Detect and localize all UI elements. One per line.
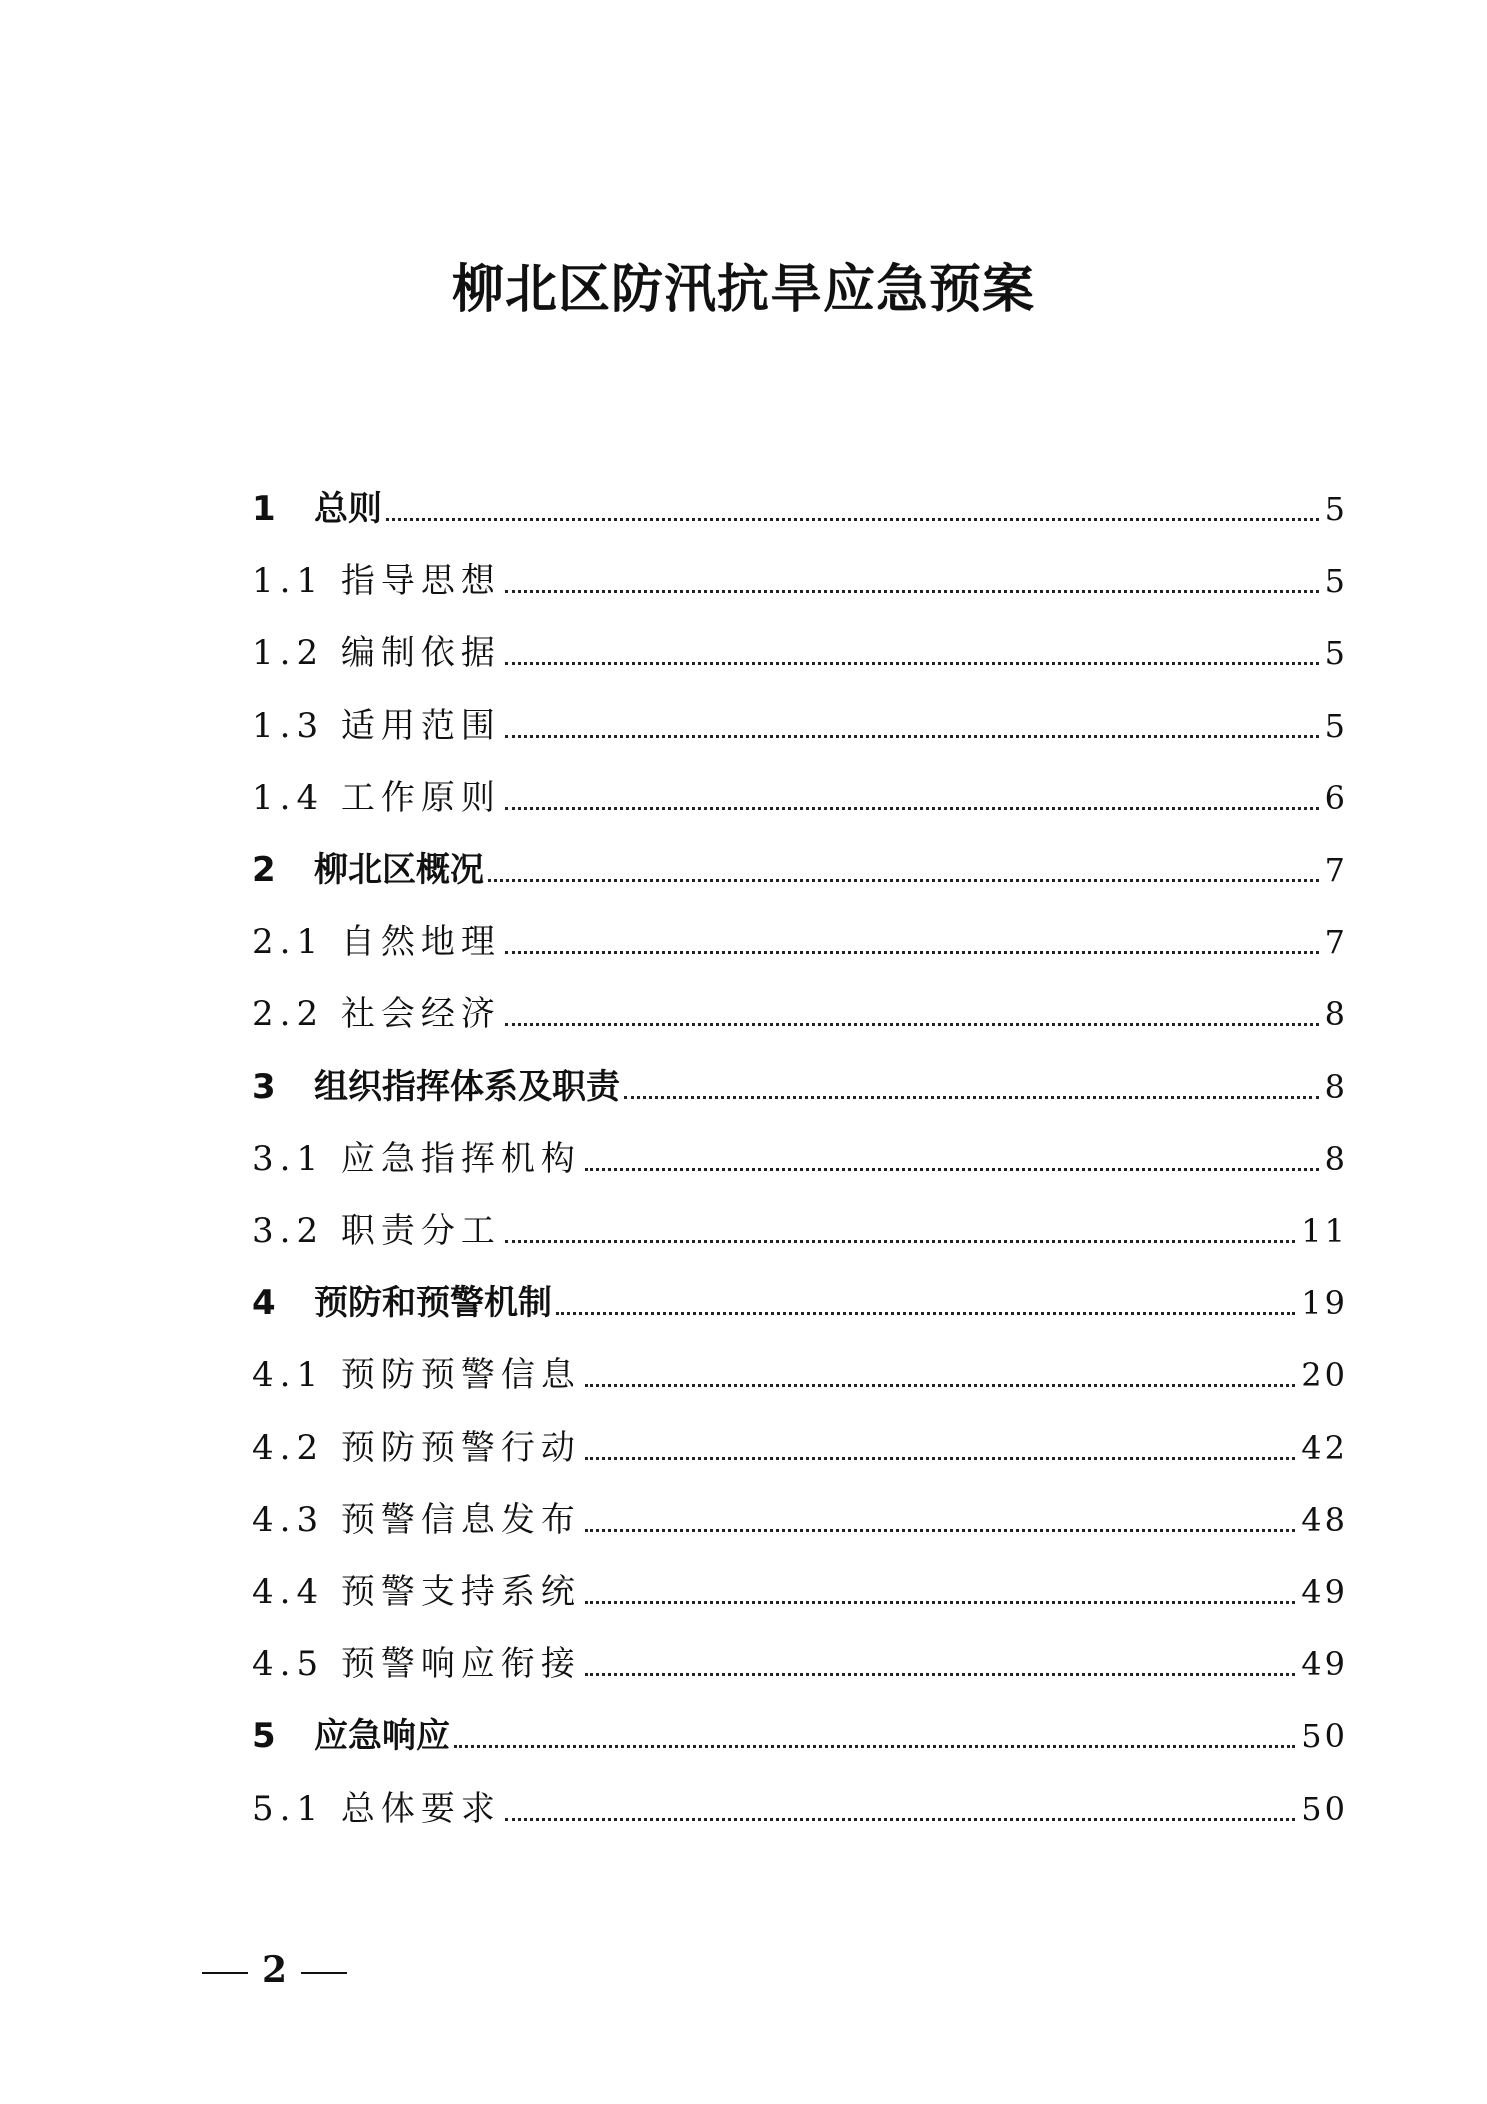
toc-entry-title: 社会经济 [340, 994, 501, 1035]
toc-entry-number: 2.1 [252, 922, 325, 963]
toc-dot-leader [386, 518, 1319, 521]
toc-entry-title: 预防和预警机制 [314, 1283, 552, 1324]
toc-entry-number: 1.4 [252, 777, 325, 818]
toc-entry-number: 4.3 [252, 1499, 325, 1540]
document-title: 柳北区防汛抗旱应急预案 [451, 259, 1035, 320]
toc-entry [252, 1412, 1348, 1472]
toc-entry [252, 690, 1348, 750]
toc-entry [252, 1773, 1348, 1833]
toc-entry-page: 50 [1301, 1717, 1348, 1756]
toc-entry [252, 978, 1348, 1038]
toc-entry-label [252, 631, 501, 677]
toc-entry-number: 1.2 [252, 633, 325, 674]
toc-entry-label [252, 1353, 581, 1399]
toc-entry-number: 3.1 [252, 1138, 325, 1179]
toc-entry-number: 4 [252, 1283, 276, 1324]
toc-entry [252, 906, 1348, 966]
toc-entry-page: 8 [1324, 1139, 1348, 1178]
toc-entry-title: 柳北区概况 [314, 850, 484, 890]
toc-entry-page: 8 [1324, 995, 1348, 1034]
footer-dash-left [202, 1972, 248, 1974]
toc-dot-leader [585, 1168, 1319, 1171]
toc-dot-leader [505, 1818, 1295, 1821]
toc-entry [252, 1484, 1348, 1544]
footer-page-number: 2 [262, 1949, 288, 1991]
toc-entry-number: 2.2 [252, 994, 325, 1035]
toc-entry-title: 预防预警行动 [340, 1427, 581, 1468]
toc-entry-page: 20 [1301, 1356, 1348, 1395]
toc-entry-page: 50 [1301, 1789, 1348, 1828]
toc-entry-page: 7 [1324, 851, 1348, 889]
toc-entry-number: 1.3 [252, 705, 325, 746]
toc-entry-title: 适用范围 [340, 705, 501, 746]
toc-entry-page: 48 [1301, 1500, 1348, 1539]
toc-entry-number: 1 [252, 489, 276, 529]
toc-entry [252, 617, 1348, 677]
toc-entry [252, 1556, 1348, 1616]
toc-entry-title: 职责分工 [340, 1211, 501, 1251]
toc-entry-page: 42 [1301, 1428, 1348, 1467]
toc-entry [252, 1267, 1348, 1327]
toc-entry-title: 应急响应 [314, 1716, 450, 1757]
toc-entry-title: 预警响应衔接 [340, 1644, 581, 1685]
toc-entry-label [252, 1714, 450, 1760]
toc-entry-number: 4.5 [252, 1644, 325, 1685]
toc-entry [252, 834, 1348, 894]
toc-entry-title: 总体要求 [340, 1788, 501, 1829]
toc-entry-page: 5 [1324, 490, 1348, 528]
toc-entry-title: 指导思想 [340, 561, 501, 602]
toc-dot-leader [505, 1023, 1319, 1026]
toc-dot-leader [488, 879, 1319, 882]
toc-entry-page: 5 [1324, 562, 1348, 601]
toc-entry-title: 预警支持系统 [340, 1572, 581, 1612]
toc-entry-title: 总则 [314, 489, 382, 529]
toc-entry-page: 19 [1301, 1284, 1348, 1323]
toc-entry-number: 1.1 [252, 561, 325, 602]
toc-dot-leader [585, 1457, 1295, 1460]
toc-dot-leader [585, 1601, 1295, 1604]
toc-entry-label [252, 559, 501, 605]
toc-entry-label [252, 848, 484, 894]
toc-entry [252, 762, 1348, 822]
toc-entry [252, 1123, 1348, 1183]
toc-entry-page: 49 [1301, 1573, 1348, 1611]
toc-entry-label [252, 992, 501, 1038]
toc-entry-label [252, 1065, 620, 1111]
toc-entry-page: 6 [1324, 778, 1348, 817]
toc-entry-page: 5 [1324, 706, 1348, 745]
toc-dot-leader [585, 1384, 1295, 1387]
toc-entry [252, 1628, 1348, 1688]
toc-entry-label [252, 1570, 581, 1616]
toc-entry [252, 545, 1348, 605]
toc-entry-label [252, 1498, 581, 1544]
toc-dot-leader [505, 662, 1319, 665]
toc-entry-label [252, 1426, 581, 1472]
toc-dot-leader [624, 1096, 1319, 1099]
toc-entry-title: 应急指挥机构 [340, 1138, 581, 1179]
toc-entry [252, 473, 1348, 533]
toc-entry-title: 预防预警信息 [340, 1355, 581, 1396]
toc-entry-number: 3.2 [252, 1211, 325, 1251]
toc-entry-title: 预警信息发布 [340, 1499, 581, 1540]
toc-entry-label [252, 1642, 581, 1688]
toc-entry-label [252, 704, 501, 750]
toc-entry-label [252, 776, 501, 822]
toc-entry [252, 1700, 1348, 1760]
toc-dot-leader [505, 951, 1319, 954]
toc-entry-label [252, 487, 382, 533]
toc-entry-number: 5.1 [252, 1788, 325, 1829]
toc-entry-label [252, 1137, 581, 1183]
toc-dot-leader [585, 1529, 1295, 1532]
toc-entry-number: 2 [252, 850, 276, 890]
toc-entry [252, 1339, 1348, 1399]
toc-entry [252, 1195, 1348, 1255]
page-footer [202, 1948, 347, 1993]
toc-entry-number: 4.1 [252, 1355, 325, 1396]
toc-entry-page: 5 [1324, 634, 1348, 673]
toc-dot-leader [585, 1673, 1295, 1676]
toc-entry-title: 组织指挥体系及职责 [314, 1066, 620, 1107]
footer-dash-right [301, 1972, 347, 1974]
toc-entry-number: 5 [252, 1716, 276, 1757]
toc-entry-label [252, 1209, 501, 1255]
toc-entry-page: 11 [1301, 1212, 1348, 1250]
toc-entry-title: 编制依据 [340, 633, 501, 674]
toc-entry-number: 4.2 [252, 1427, 325, 1468]
toc-entry-number: 4.4 [252, 1572, 325, 1612]
toc-dot-leader [505, 807, 1319, 810]
toc-entry-number: 3 [252, 1066, 276, 1107]
toc-dot-leader [505, 590, 1319, 593]
toc-entry-page: 7 [1324, 923, 1348, 962]
toc-entry [252, 1051, 1348, 1111]
toc-dot-leader [454, 1745, 1295, 1748]
toc-entry-title: 工作原则 [340, 777, 501, 818]
toc-entry-label [252, 1787, 501, 1833]
toc-entry-page: 8 [1324, 1067, 1348, 1106]
toc-dot-leader [505, 1240, 1295, 1243]
toc-entry-page: 49 [1301, 1645, 1348, 1684]
toc-dot-leader [556, 1312, 1295, 1315]
toc-entry-label [252, 920, 501, 966]
toc-entry-title: 自然地理 [340, 922, 501, 963]
toc-dot-leader [505, 735, 1319, 738]
toc-entry-label [252, 1281, 552, 1327]
